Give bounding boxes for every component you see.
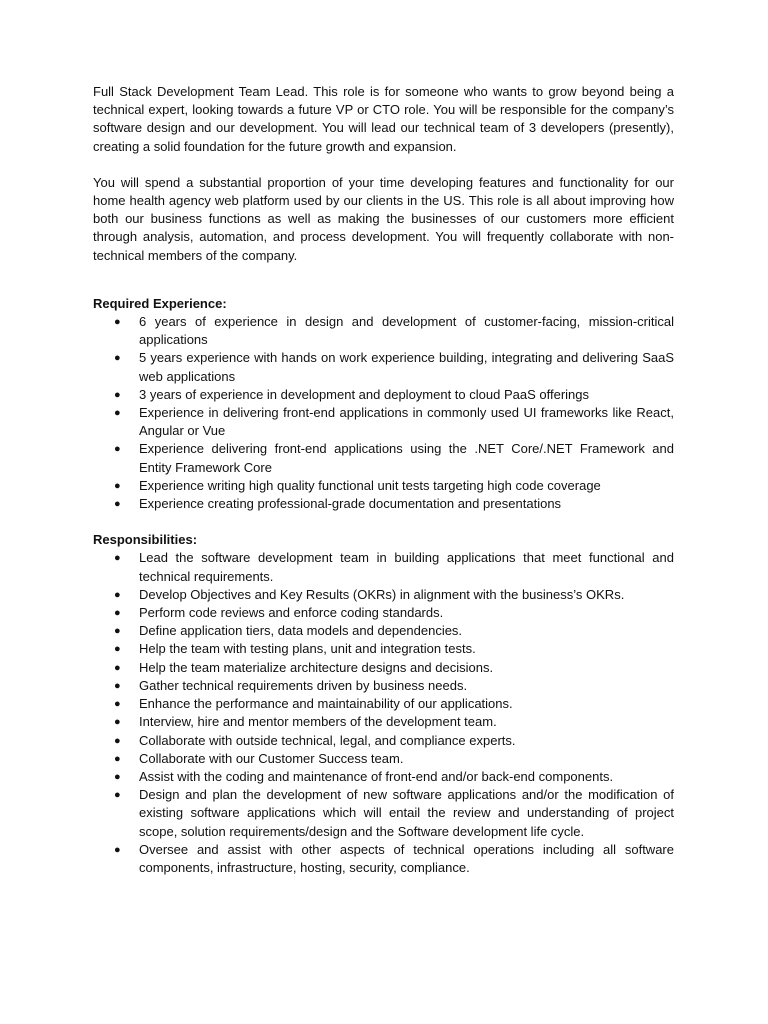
bullet-icon: ●: [114, 625, 121, 638]
list-item-text: Experience in delivering front-end applications in commonly used UI frameworks like React, Angular or Vue: [139, 405, 674, 439]
bullet-icon: ●: [114, 552, 121, 565]
list-item: [93, 622, 674, 640]
bullet-icon: ●: [114, 316, 121, 329]
required-experience-list: [93, 313, 674, 513]
list-item-text: Design and plan the development of new software applications and/or the modification of existing software applications which will entail the review and understanding of project scope, solution requirements/design and the Software development life cycle.: [139, 787, 674, 839]
list-item: [93, 732, 674, 750]
list-item-text: Collaborate with our Customer Success team.: [139, 750, 404, 766]
bullet-icon: ●: [114, 352, 121, 365]
section-spacer: [93, 265, 674, 295]
list-item-text: Help the team materialize architecture designs and decisions.: [139, 659, 494, 675]
list-item-text: 3 years of experience in development and deployment to cloud PaaS offerings: [139, 386, 589, 402]
list-item-text: Interview, hire and mentor members of the development team.: [139, 714, 497, 730]
bullet-icon: ●: [114, 789, 121, 802]
bullet-icon: ●: [114, 479, 121, 492]
list-item: [93, 695, 674, 713]
list-item: [93, 477, 674, 495]
list-item-text: Oversee and assist with other aspects of technical operations including all software components, infrastructure, hosting, security, compliance.: [139, 841, 674, 875]
list-item: [93, 659, 674, 677]
list-item: [93, 549, 674, 585]
list-item-text: Enhance the performance and maintainability of our applications.: [139, 696, 513, 712]
list-item-text: Collaborate with outside technical, legal, and compliance experts.: [139, 732, 516, 748]
responsibilities-section: [93, 531, 674, 877]
list-item: [93, 786, 674, 841]
list-item: [93, 404, 674, 440]
intro-paragraph-1: Full Stack Development Team Lead. This role is for someone who wants to grow beyond being a technical expert, looking towards a future VP or CTO role. You will be responsible for the company’s software design and our development. You will lead our technical team of 3 developers (presently), creating a solid foundation for the future growth and expansion.: [93, 84, 674, 154]
list-item-text: Experience delivering front-end applications using the .NET Core/.NET Framework and Entity Framework Core: [139, 441, 674, 475]
responsibilities-list: [93, 549, 674, 877]
list-item-text: Define application tiers, data models and dependencies.: [139, 623, 463, 639]
list-item: [93, 349, 674, 385]
bullet-icon: ●: [114, 716, 121, 729]
list-item-text: Assist with the coding and maintenance of front-end and/or back-end components.: [139, 768, 614, 784]
list-item: [93, 313, 674, 349]
list-item: [93, 440, 674, 476]
required-experience-section: [93, 295, 674, 513]
bullet-icon: ●: [114, 679, 121, 692]
bullet-icon: ●: [114, 770, 121, 783]
required-experience-heading: Required Experience:: [93, 295, 227, 311]
list-item: [93, 750, 674, 768]
list-item: [93, 677, 674, 695]
bullet-icon: ●: [114, 752, 121, 765]
list-item: [93, 604, 674, 622]
list-item: [93, 640, 674, 658]
list-item-text: Experience writing high quality functional unit tests targeting high code coverage: [139, 477, 601, 493]
list-item-text: Perform code reviews and enforce coding standards.: [139, 605, 444, 621]
list-item-text: Develop Objectives and Key Results (OKRs) in alignment with the business’s OKRs.: [139, 586, 625, 602]
bullet-icon: ●: [114, 661, 121, 674]
list-item-text: Lead the software development team in building applications that meet functional and technical requirements.: [139, 550, 674, 584]
list-item-text: Experience creating professional-grade documentation and presentations: [139, 496, 562, 512]
responsibilities-heading: Responsibilities:: [93, 532, 198, 548]
list-item-text: 5 years experience with hands on work experience building, integrating and delivering SaaS web applications: [139, 350, 674, 384]
list-item: [93, 586, 674, 604]
section-spacer: [93, 513, 674, 531]
bullet-icon: ●: [114, 643, 121, 656]
bullet-icon: ●: [114, 498, 121, 511]
bullet-icon: ●: [114, 388, 121, 401]
list-item: [93, 768, 674, 786]
bullet-icon: ●: [114, 588, 121, 601]
list-item: [93, 841, 674, 877]
list-item-text: 6 years of experience in design and development of customer-facing, mission-critical applications: [139, 314, 674, 348]
bullet-icon: ●: [114, 698, 121, 711]
document-page: [93, 83, 674, 877]
bullet-icon: ●: [114, 407, 121, 420]
list-item: [93, 386, 674, 404]
list-item-text: Help the team with testing plans, unit and integration tests.: [139, 641, 476, 657]
list-item: [93, 495, 674, 513]
list-item: [93, 713, 674, 731]
list-item-text: Gather technical requirements driven by business needs.: [139, 677, 468, 693]
intro-paragraph-2: You will spend a substantial proportion of your time developing features and functionality for our home health agency web platform used by our clients in the US. This role is all about improving how both our business functions as well as making the businesses of our customers more efficient through analysis, automation, and process development. You will frequently collaborate with non-technical members of the company.: [93, 174, 674, 263]
paragraph-spacer: [93, 156, 674, 174]
bullet-icon: ●: [114, 607, 121, 620]
bullet-icon: ●: [114, 734, 121, 747]
bullet-icon: ●: [114, 843, 121, 856]
bullet-icon: ●: [114, 443, 121, 456]
